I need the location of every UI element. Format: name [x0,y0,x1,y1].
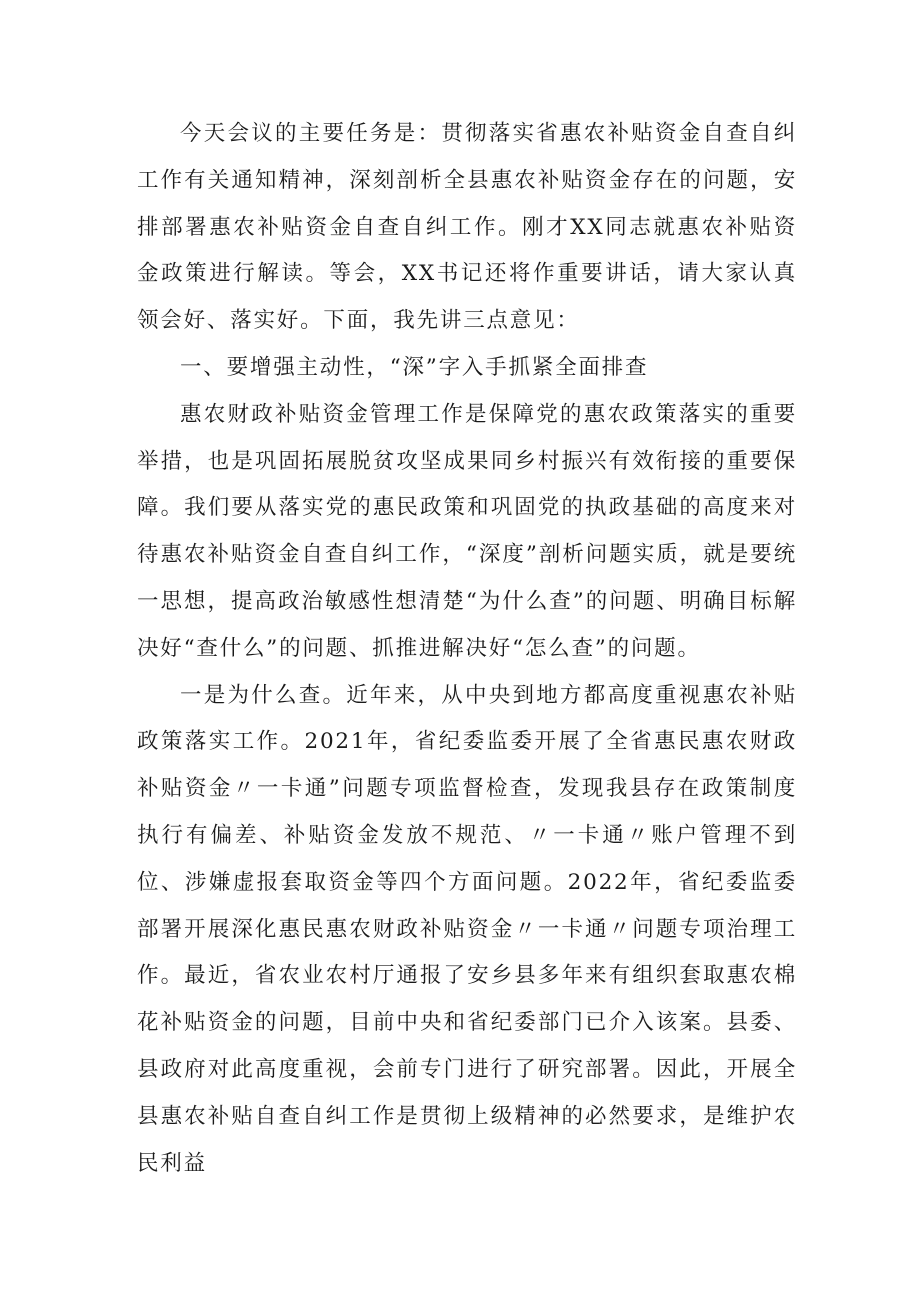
document-body [137,111,797,1187]
section-heading-1: 一、要增强主动性，“深”字入手抓紧全面排查 [180,354,649,380]
section-1-paragraph: 惠农财政补贴资金管理工作是保障党的惠农政策落实的重要举措，也是巩固拓展脱贫攻坚成果同乡村振兴有效衔接的重要保障。我们要从落实党的惠民政策和巩固党的执政基础的高度来对待惠农补贴资金自查自纠工作，“深度”剖析问题实质，就是要统一思想，提高政治敏感性想清楚“为什么查”的问题、明确目标解决好“查什么”的问题、抓推进解决好“怎么查”的问题。 [137,401,797,661]
intro-paragraph: 今天会议的主要任务是：贯彻落实省惠农补贴资金自查自纠工作有关通知精神，深刻剖析全县惠农补贴资金存在的问题，安排部署惠农补贴资金自查自纠工作。刚才XX同志就惠农补贴资金政策进行解读。等会，XX书记还将作重要讲话，请大家认真领会好、落实好。下面，我先讲三点意见： [137,121,797,334]
why-check-paragraph: 一是为什么查。近年来，从中央到地方都高度重视惠农补贴政策落实工作。2021年，省纪委监委开展了全省惠民惠农财政补贴资金〃一卡通”问题专项监督检查，发现我县存在政策制度执行有偏差、补贴资金发放不规范、〃一卡通〃账户管理不到位、涉嫌虚报套取资金等四个方面问题。2022年，省纪委监委部署开展深化惠民惠农财政补贴资金〃一卡通〃问题专项治理工作。最近，省农业农村厅通报了安乡县多年来有组织套取惠农棉花补贴资金的问题，目前中央和省纪委部门已介入该案。县委、县政府对此高度重视，会前专门进行了研究部署。因此，开展全县惠农补贴自查自纠工作是贯彻上级精神的必然要求，是维护农民利益 [137,682,797,1176]
